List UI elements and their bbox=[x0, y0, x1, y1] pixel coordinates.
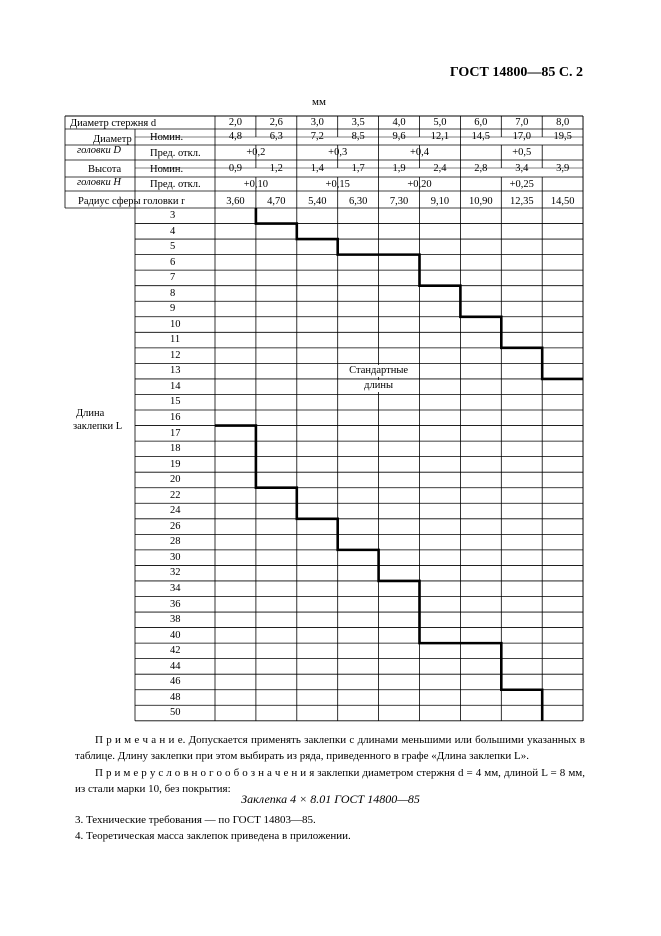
r-value: 6,30 bbox=[348, 196, 368, 207]
r-value: 3,60 bbox=[226, 196, 245, 207]
H-nominal-value: 3,9 bbox=[556, 163, 570, 174]
d-value: 8,0 bbox=[556, 117, 570, 128]
sphere-radius-label: Радиус сферы головки r bbox=[78, 196, 185, 207]
H-nominal-value: 1,4 bbox=[310, 163, 324, 174]
D-nominal-value: 6,3 bbox=[269, 131, 283, 142]
units-label: мм bbox=[312, 96, 326, 108]
length-value: 14 bbox=[170, 380, 181, 392]
length-value: 15 bbox=[170, 396, 181, 408]
d-value: 2,6 bbox=[269, 117, 283, 128]
H-tolerance-value: +0,10 bbox=[243, 179, 269, 190]
note-paragraph: П р и м е ч а н и е. Допускается применять заклепки с длинами меньшими или большими указанных в таблице. Длину заклепки при этом выбирать из ряда, приведенного в графе «Длина заклепки L». bbox=[75, 734, 585, 762]
head-height-label-2: головки H bbox=[77, 177, 121, 188]
r-value: 7,30 bbox=[389, 196, 409, 207]
d-value: 3,5 bbox=[351, 117, 365, 128]
length-value: 11 bbox=[170, 334, 181, 346]
D-tolerance-value: +0,4 bbox=[409, 147, 430, 158]
D-nominal-value: 19,5 bbox=[553, 131, 572, 142]
D-tolerance-label: Пред. откл. bbox=[150, 148, 201, 159]
D-nominal-value: 12,1 bbox=[430, 131, 450, 142]
length-value: 9 bbox=[170, 303, 176, 315]
item-4: 4. Теоретическая масса заклепок приведена в приложении. bbox=[75, 830, 351, 842]
standard-lengths-label-2: длины bbox=[360, 380, 397, 392]
length-value: 10 bbox=[170, 318, 181, 330]
r-value: 5,40 bbox=[308, 196, 327, 207]
length-value: 30 bbox=[170, 551, 181, 563]
H-tolerance-value: +0,25 bbox=[509, 179, 534, 190]
length-value: 38 bbox=[170, 614, 181, 626]
length-value: 24 bbox=[170, 505, 181, 517]
D-nominal-value: 8,5 bbox=[351, 131, 365, 142]
H-nominal-value: 1,7 bbox=[351, 163, 365, 174]
shank-diameter-label: Диаметр стержня d bbox=[70, 118, 157, 129]
d-value: 4,0 bbox=[392, 117, 406, 128]
d-value: 7,0 bbox=[515, 117, 529, 128]
H-nominal-value: 2,8 bbox=[474, 163, 488, 174]
length-value: 44 bbox=[170, 660, 181, 672]
r-value: 4,70 bbox=[267, 196, 286, 207]
d-value: 3,0 bbox=[310, 117, 324, 128]
d-value: 6,0 bbox=[474, 117, 488, 128]
head-diameter-label-2: головки D bbox=[77, 145, 121, 156]
length-value: 13 bbox=[170, 365, 181, 377]
H-nominal-value: 0,9 bbox=[228, 163, 242, 174]
length-value: 16 bbox=[170, 412, 181, 424]
length-label-1: Длина bbox=[76, 408, 105, 419]
r-value: 12,35 bbox=[509, 196, 534, 207]
length-value: 46 bbox=[170, 676, 181, 688]
length-value: 12 bbox=[170, 349, 181, 361]
length-value: 40 bbox=[170, 629, 181, 641]
D-nominal-value: 4,8 bbox=[228, 131, 242, 142]
length-value: 50 bbox=[170, 707, 181, 719]
example-paragraph: П р и м е р у с л о в н о г о о б о з н а ч е н и я заклепки диаметром стержня d = 4 мм, длиной L = 8 мм, из стали марки 10, без покрытия: bbox=[75, 767, 585, 795]
length-value: 28 bbox=[170, 536, 181, 548]
length-value: 19 bbox=[170, 458, 181, 470]
D-tolerance-value: +0,5 bbox=[512, 147, 532, 158]
length-value: 26 bbox=[170, 520, 181, 532]
D-nominal-value: 9,6 bbox=[392, 131, 406, 142]
D-nominal-value: 7,2 bbox=[310, 131, 324, 142]
r-value: 14,50 bbox=[550, 196, 575, 207]
H-nominal-value: 1,2 bbox=[269, 163, 283, 174]
length-value: 6 bbox=[170, 256, 176, 268]
item-3: 3. Технические требования — по ГОСТ 14803—85. bbox=[75, 814, 316, 826]
H-tolerance-value: +0,15 bbox=[325, 179, 350, 190]
D-tolerance-value: +0,3 bbox=[328, 147, 348, 158]
H-nominal-label: Номин. bbox=[150, 164, 184, 175]
D-nominal-label: Номин. bbox=[150, 132, 184, 143]
D-tolerance-value: +0,2 bbox=[246, 147, 266, 158]
length-value: 42 bbox=[170, 645, 181, 657]
H-nominal-value: 1,9 bbox=[392, 163, 406, 174]
length-value: 5 bbox=[170, 241, 176, 253]
r-value: 9,10 bbox=[430, 196, 450, 207]
d-value: 5,0 bbox=[433, 117, 447, 128]
length-value: 4 bbox=[170, 225, 176, 237]
length-value: 32 bbox=[170, 567, 181, 579]
D-nominal-value: 14,5 bbox=[471, 131, 491, 142]
page-header: ГОСТ 14800—85 С. 2 bbox=[449, 65, 583, 80]
length-value: 8 bbox=[170, 287, 176, 299]
D-nominal-value: 17,0 bbox=[512, 131, 531, 142]
H-tolerance-label: Пред. откл. bbox=[150, 179, 201, 190]
H-nominal-value: 3,4 bbox=[515, 163, 529, 174]
length-value: 22 bbox=[170, 489, 181, 501]
length-value: 17 bbox=[170, 427, 181, 439]
length-value: 18 bbox=[170, 443, 181, 455]
length-value: 20 bbox=[170, 474, 181, 486]
head-diameter-label-1: Диаметр bbox=[93, 134, 132, 145]
length-value: 48 bbox=[170, 691, 181, 703]
H-nominal-value: 2,4 bbox=[433, 163, 447, 174]
H-tolerance-value: +0,20 bbox=[407, 179, 432, 190]
length-value: 3 bbox=[170, 210, 176, 221]
designation-example: Заклепка 4 × 8.01 ГОСТ 14800—85 bbox=[241, 792, 420, 806]
d-value: 2,0 bbox=[228, 117, 242, 128]
length-label-2: заклепки L bbox=[73, 421, 123, 432]
length-value: 7 bbox=[170, 272, 176, 284]
head-height-label-1: Высота bbox=[88, 164, 122, 175]
standard-lengths-label-1: Стандартные bbox=[345, 365, 412, 377]
r-value: 10,90 bbox=[469, 196, 493, 207]
length-value: 34 bbox=[170, 582, 181, 594]
length-value: 36 bbox=[170, 598, 181, 610]
